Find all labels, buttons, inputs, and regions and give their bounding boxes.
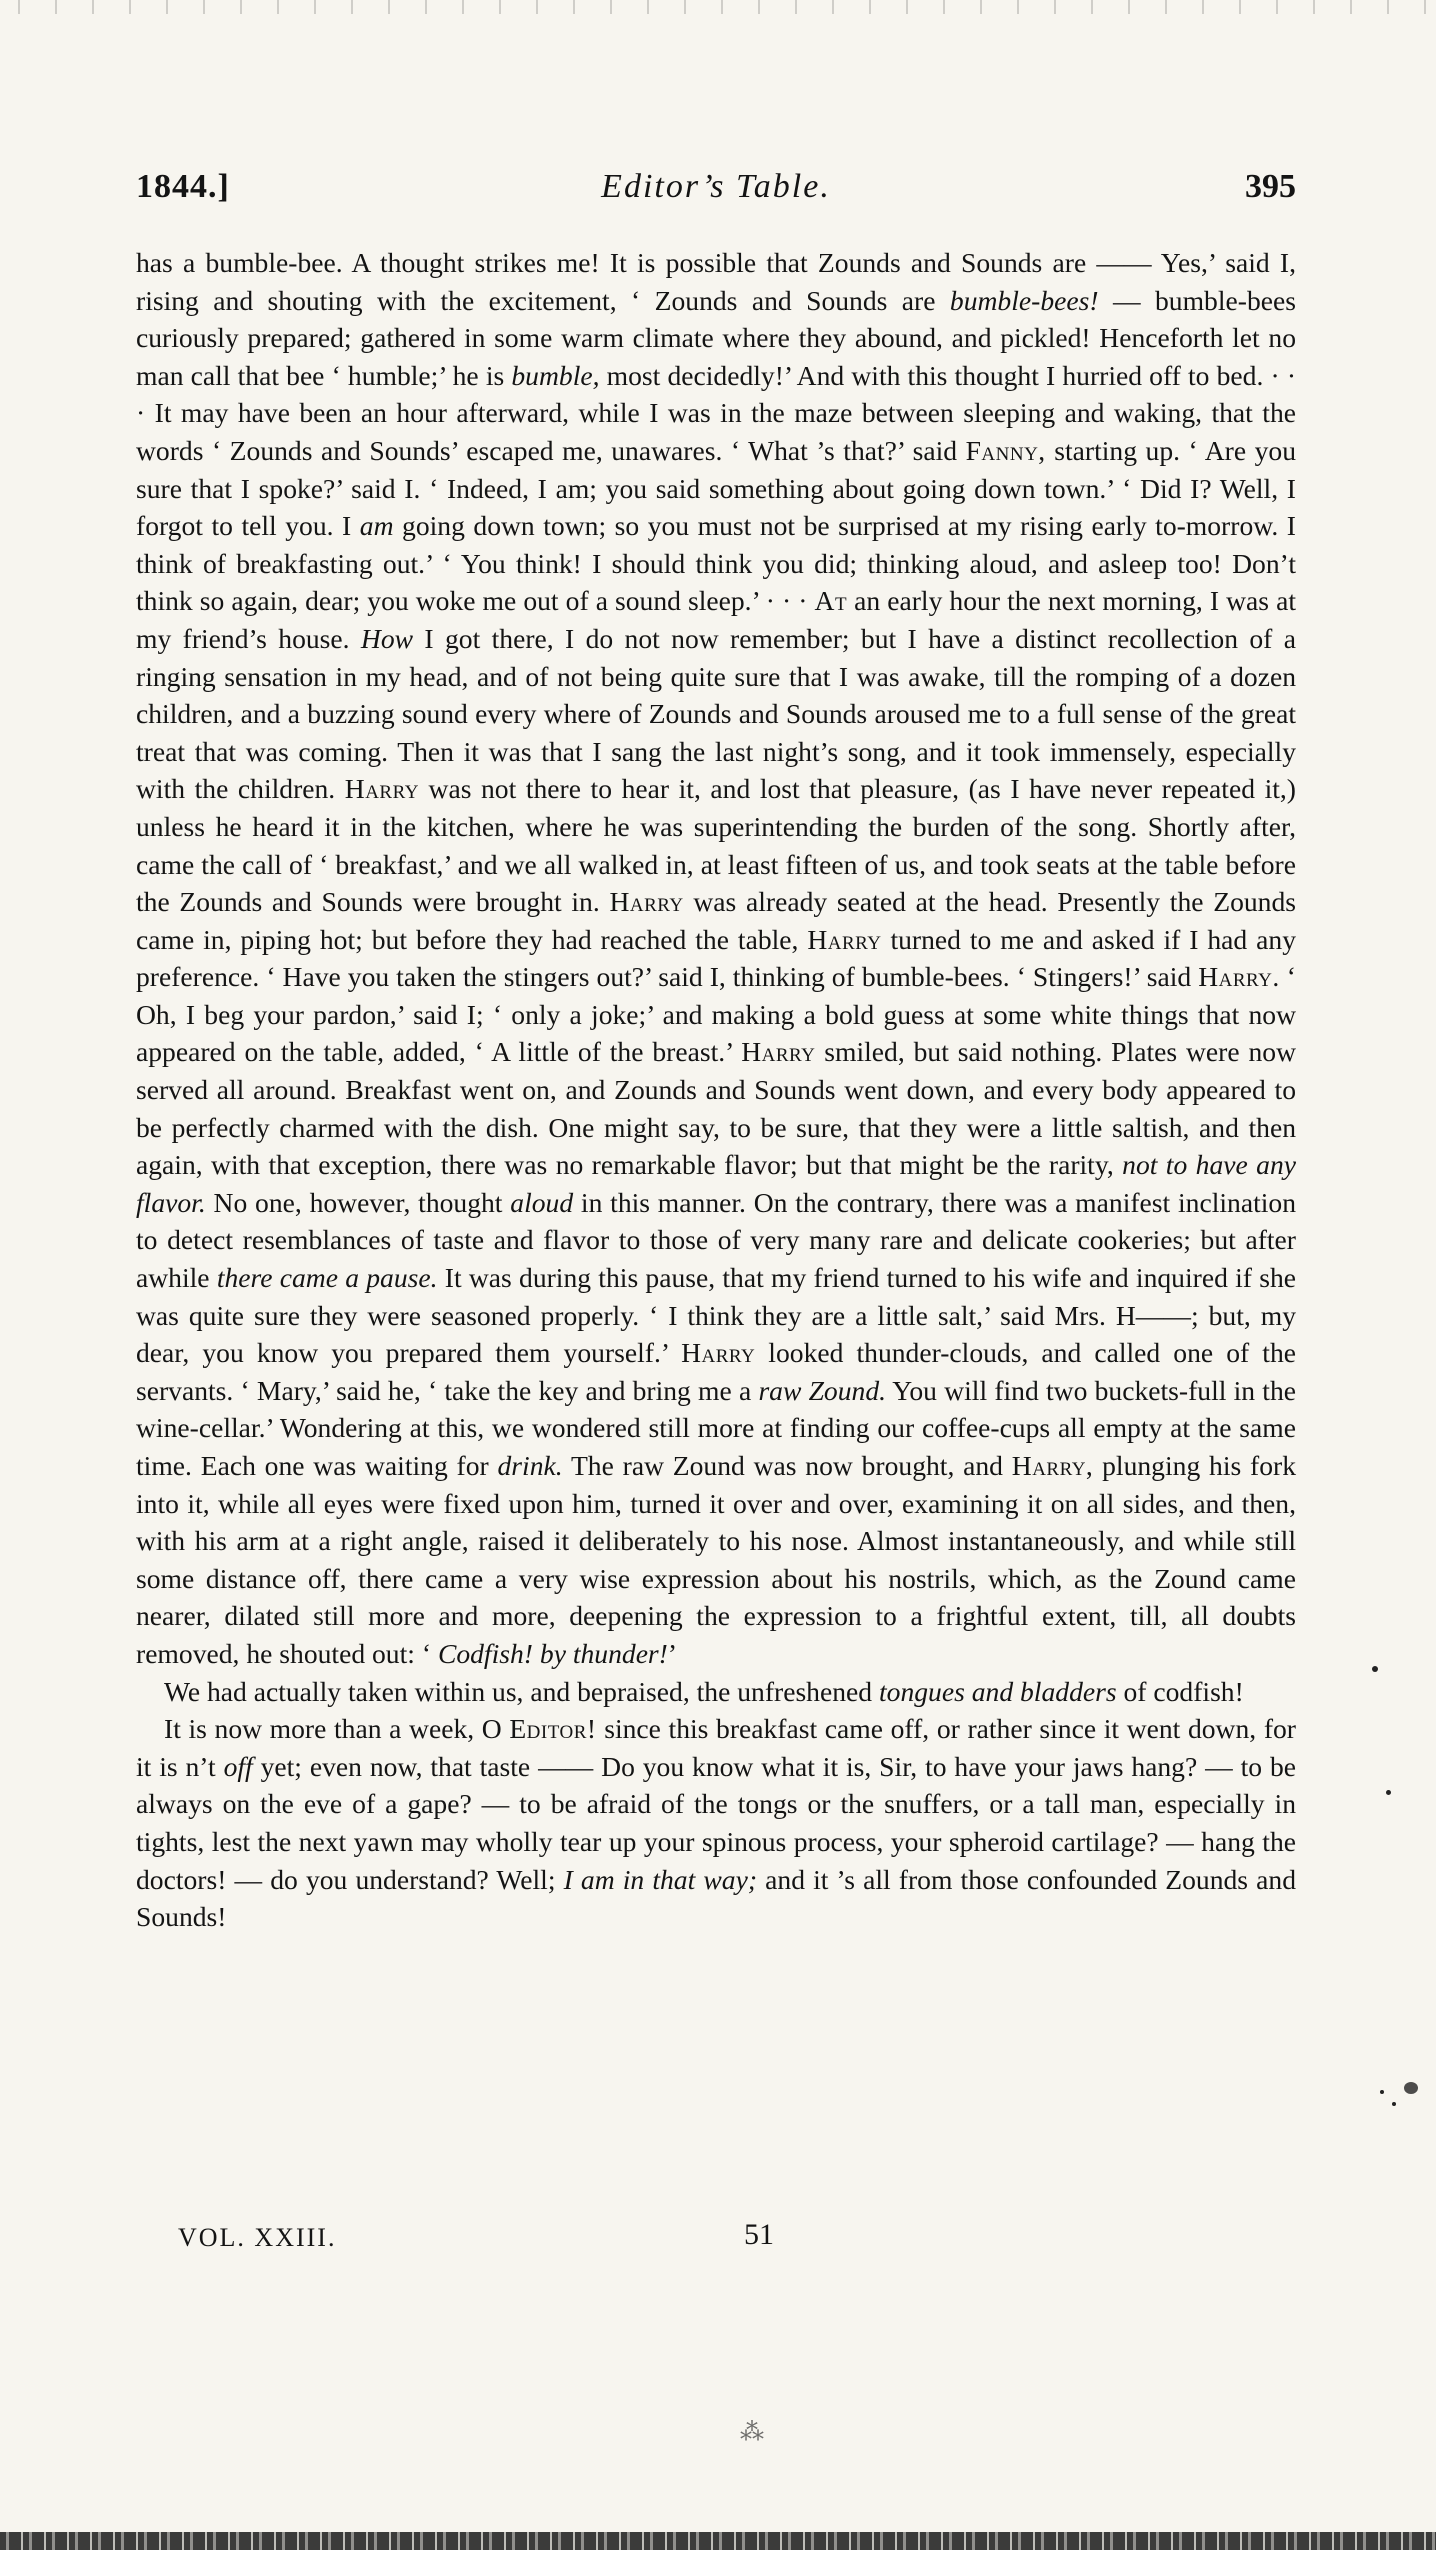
italic-run: am <box>359 510 394 542</box>
italic-run: raw Zound. <box>758 1374 887 1406</box>
text-run: of codfish! <box>1116 1675 1244 1707</box>
name-harry: Harry. <box>1198 961 1280 993</box>
italic-run: off <box>223 1750 253 1782</box>
article-body <box>136 244 1296 1936</box>
italic-run: bumble-bees! <box>949 284 1099 316</box>
text-run: most decidedly!’ And with this thought I hurried off to bed. · · · It may have been an hour afterward, while I was in the maze between sleeping and waking, that the words ‘ Zounds and Sounds’ escaped me, unawares. ‘ What ’s that?’ said <box>136 359 1297 466</box>
name-harry: Harry <box>681 1337 756 1369</box>
text-run: It is now more than a week, O <box>164 1713 510 1745</box>
signature-mark: 51 <box>744 2218 774 2251</box>
italic-run: aloud <box>510 1186 574 1218</box>
text-run: — bumble-bees curiously prepared; gathered in some warm climate where they abound, and pickled! Henceforth let no man call that bee ‘ humble;’ he is <box>136 284 1296 391</box>
text-run: smiled, but said nothing. Plates were now served all around. Breakfast went on, and Zounds and Sounds went down, and every body appeared to be perfectly charmed with the dish. One might say, to be sure, that they were a little saltish, and then again, with that exception, there was no remarkable flavor; but that might be the rarity, <box>136 1036 1296 1181</box>
paragraph-2 <box>136 1673 1296 1711</box>
text-run: plunging his fork into it, while all eyes were fixed upon him, turned it over and over, examining it on all sides, and then, with his arm at a right angle, raised it deliberately to his nose. Almost instantaneously, and while still some distance off, there came a very wise expression about his nostrils, which, as the Zound came nearer, dilated still more and more, deepening the expression to a frightful extent, till, all doubts removed, he shouted out: ‘ <box>136 1450 1296 1669</box>
name-harry: Harry, <box>1011 1450 1094 1481</box>
text-run: The raw Zound was now brought, and <box>562 1450 1012 1481</box>
text-run: an early hour the next morning, I was at my friend’s house. <box>136 585 1296 654</box>
volume-label: VOL. XXIII. <box>178 2223 337 2252</box>
italic-run: I am in that way; <box>563 1863 758 1895</box>
name-fanny: Fanny, <box>965 434 1046 466</box>
page-top-edge <box>0 0 1436 14</box>
paragraph-1 <box>136 244 1296 1673</box>
italic-run: not to have any flavor. <box>136 1149 1296 1218</box>
text-run: yet; even now, that taste —— Do you know what it is, Sir, to have your jaws hang? — to be always on the eve of a gape? — to be afraid of the tongs or the snuffers, or a tall man, especially in tights, lest the next yawn may wholly tear up your spinous process, your spheroid cartilage? — hang the doctors! — do you understand? Well; <box>136 1750 1296 1895</box>
text-run: looked thunder-clouds, and called one of the servants. ‘ Mary,’ said he, ‘ take the key and bring me a <box>136 1337 1296 1406</box>
italic-run: there came a pause. <box>216 1262 438 1294</box>
text-run: No one, however, thought <box>205 1186 511 1218</box>
name-harry: Harry <box>344 773 419 805</box>
text-run: starting up. ‘ Are you sure that I spoke?’ said I. ‘ Indeed, I am; you said something about going down town.’ ‘ Did I? Well, I forgot to tell you. I <box>136 434 1296 542</box>
page-number: 395 <box>1245 168 1296 205</box>
header-title: Editor’s Table. <box>601 168 831 205</box>
text-run: in this manner. On the contrary, there was a manifest inclination to detect resemblances of taste and flavor to those of very many rare and delicate cookeries; but after awhile <box>136 1186 1296 1294</box>
name-harry: Harry <box>741 1036 816 1068</box>
text-run: turned to me and asked if I had any preference. ‘ Have you taken the stingers out?’ said I, thinking of bumble-bees. ‘ Stingers!’ said <box>136 923 1296 993</box>
text-run: was not there to hear it, and lost that pleasure, (as I have never repeated it,) unless he heard it in the kitchen, where he was superintending the burden of the song. Shortly after, came the call of ‘ breakfast,’ and we all walked in, at least fifteen of us, and took seats at the table before the Zounds and Sounds were brought in. <box>136 773 1296 918</box>
text-run: I got there, I do not now remember; but I have a distinct recollection of a ringing sensation in my head, and of not being quite sure that I was awake, till the romping of a dozen children, and a buzzing sound every where of Zounds and Sounds aroused me to a full sense of the great treat that was coming. Then it was that I sang the last night’s song, and it took immensely, especially with the children. <box>136 622 1296 805</box>
italic-run: Codfish! by thunder! <box>437 1637 668 1669</box>
small-caps-run: At <box>814 585 848 617</box>
ink-speck <box>1372 1666 1378 1672</box>
ornament-mark: ⁂ <box>740 2418 764 2446</box>
page-bottom-edge <box>0 2532 1436 2550</box>
text-run: and it ’s all from those confounded Zounds and Sounds! <box>136 1863 1297 1933</box>
running-head <box>136 168 1296 216</box>
ink-speck <box>1404 2082 1418 2094</box>
text-run: going down town; so you must not be surprised at my rising early to-morrow. I think of breakfasting out.’ ‘ You think! I should think you did; thinking aloud, and asleep too! Don’t think so again, dear; you woke me out of a sound sleep.’ · · · <box>136 510 1296 617</box>
text-run: has a bumble-bee. A thought strikes me! It is possible that Zounds and Sounds are —— Yes,’ said I, rising and shouting with the excitement, ‘ Zounds and Sounds are <box>136 247 1296 316</box>
ink-speck <box>1392 2102 1396 2106</box>
ink-speck <box>1386 1790 1391 1795</box>
text-run: was already seated at the head. Presently the Zounds came in, piping hot; but before they had reached the table, <box>136 886 1296 955</box>
text-run: ’ <box>667 1637 678 1669</box>
name-harry: Harry <box>609 886 684 918</box>
text-run: since this breakfast came off, or rather since it went down, for it is n’t <box>136 1713 1296 1782</box>
italic-run: drink. <box>497 1450 563 1481</box>
text-run: ‘ Oh, I beg your pardon,’ said I; ‘ only a joke;’ and making a bold guess at some white things that now appeared on the table, added, ‘ A little of the breast.’ <box>136 961 1296 1068</box>
text-run: It was during this pause, that my friend turned to his wife and inquired if she was quite sure they were seasoned properly. ‘ I think they are a little salt,’ said Mrs. H——; but, my dear, you know you prepared them yourself.’ <box>136 1262 1296 1369</box>
paragraph-3 <box>136 1710 1296 1936</box>
header-year: 1844.] <box>136 168 230 205</box>
name-harry: Harry <box>807 923 882 955</box>
name-editor: Editor! <box>509 1713 597 1745</box>
ink-speck <box>1380 2090 1384 2094</box>
text-run: You will find two buckets-full in the wine-cellar.’ Wondering at this, we wondered still more at finding our coffee-cups all empty at the same time. Each one was waiting for <box>136 1374 1296 1481</box>
italic-run: bumble, <box>511 359 600 391</box>
italic-run: How <box>360 622 414 654</box>
text-run: We had actually taken within us, and bepraised, the unfreshened <box>164 1675 879 1707</box>
italic-run: tongues and bladders <box>878 1675 1117 1707</box>
